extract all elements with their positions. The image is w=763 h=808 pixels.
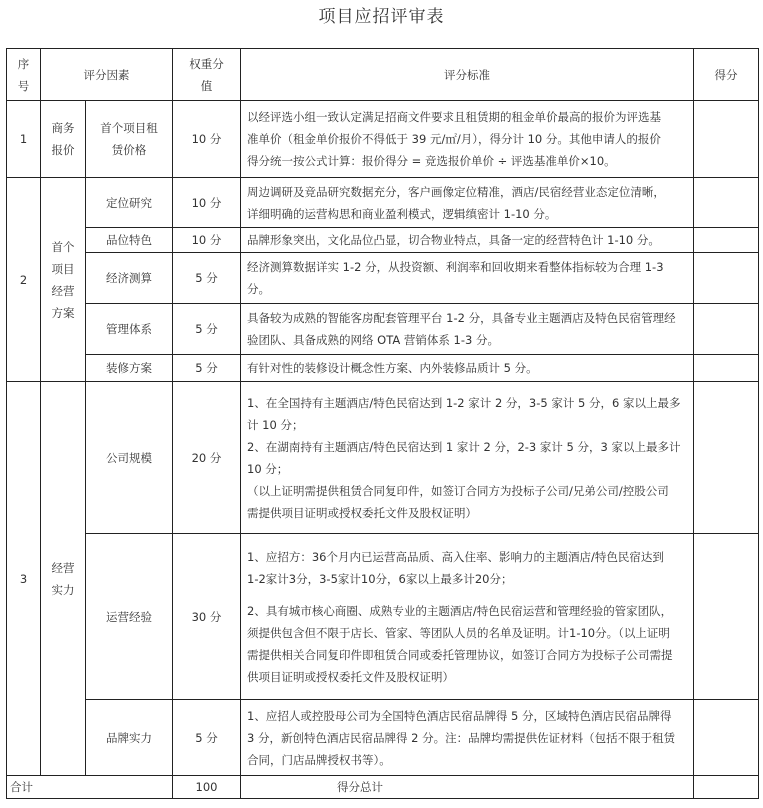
factor-cell: 首个项目租 赁价格 [86, 101, 173, 178]
score-total-label: 得分总计 [241, 776, 694, 799]
standard-cell: 1、在全国持有主题酒店/特色民宿达到 1-2 家计 2 分，3-5 家计 5 分，6 家以上最多 计 10 分； 2、在湖南持有主题酒店/特色民宿达到 1 家计 2 分，2-3 家计 5 分，3 家以上最多计 10 分； （以上证明需提供租赁合同复印件，如签订合同方为投标子公司/兄弟公司/控股公司 需提供项目证明或授权委托文件及股权证明） [241, 382, 694, 534]
table-row [7, 534, 759, 700]
factor-cell: 品牌实力 [86, 700, 173, 776]
weight-cell: 10 分 [173, 178, 241, 228]
paragraph-gap [247, 590, 687, 600]
factor-cell: 品位特色 [86, 228, 173, 253]
factor-cell: 经济测算 [86, 253, 173, 304]
category-cell: 经营 实力 [41, 382, 86, 776]
table-row [7, 700, 759, 776]
score-cell [694, 304, 759, 355]
table-row [7, 382, 759, 534]
score-cell [694, 101, 759, 178]
category-cell: 商务 报价 [41, 101, 86, 178]
weight-cell: 20 分 [173, 382, 241, 534]
row-number: 1 [7, 101, 41, 178]
header-factor: 评分因素 [41, 49, 173, 101]
standard-cell: 1、应招人或控股母公司为全国特色酒店民宿品牌得 5 分，区域特色酒店民宿品牌得 3 分，新创特色酒店民宿品牌得 2 分。注：品牌均需提供佐证材料（包括不限于租赁 合同，门店品牌授权书等）。 [241, 700, 694, 776]
header-score: 得分 [694, 49, 759, 101]
header-standard: 评分标准 [241, 49, 694, 101]
evaluation-table [6, 48, 759, 799]
factor-cell: 管理体系 [86, 304, 173, 355]
header-weight: 权重分 值 [173, 49, 241, 101]
weight-cell: 10 分 [173, 101, 241, 178]
score-total-cell [694, 776, 759, 799]
weight-cell: 5 分 [173, 304, 241, 355]
table-row [7, 253, 759, 304]
factor-cell: 公司规模 [86, 382, 173, 534]
category-cell: 首个 项目 经营 方案 [41, 178, 86, 382]
table-row [7, 355, 759, 382]
score-cell [694, 700, 759, 776]
standard-cell: 以经评选小组一致认定满足招商文件要求且租赁期的租金单价最高的报价为评选基 准单价（租金单价报价不得低于 39 元/㎡/月），得分计 10 分。其他申请人的报价 得分统一按公式计算：报价得分 = 竞选报价单价 ÷ 评选基准单价×10。 [241, 101, 694, 178]
standard-cell: 周边调研及竞品研究数据充分，客户画像定位精准，酒店/民宿经营业态定位清晰， 详细明确的运营构思和商业盈利模式，逻辑缜密计 1-10 分。 [241, 178, 694, 228]
weight-cell: 5 分 [173, 700, 241, 776]
weight-cell: 10 分 [173, 228, 241, 253]
standard-cell: 有针对性的装修设计概念性方案、内外装修品质计 5 分。 [241, 355, 694, 382]
table-row [7, 228, 759, 253]
weight-cell: 30 分 [173, 534, 241, 700]
standard-cell: 1、应招方：36个月内已运营高品质、高入住率、影响力的主题酒店/特色民宿达到 1-2家计3分，3-5家计10分，6家以上最多计20分； 2、具有城市核心商圈、成熟专业的主题酒店/特色民宿运营和管理经验的管家团队， 须提供包含但不限于店长、管家、等团队人员的名单及证明。计1-10分。（以上证明 需提供相关合同复印件即租赁合同或委托管理协议，如签订合同方为投标子公司需提 供项目证明或授权委托文件及股权证明） [241, 534, 694, 700]
row-number: 2 [7, 178, 41, 382]
score-cell [694, 253, 759, 304]
score-cell [694, 355, 759, 382]
table-row [7, 178, 759, 228]
factor-cell: 定位研究 [86, 178, 173, 228]
score-cell [694, 534, 759, 700]
header-no: 序 号 [7, 49, 41, 101]
score-cell [694, 178, 759, 228]
standard-cell: 品牌形象突出，文化品位凸显，切合物业特点，具备一定的经营特色计 1-10 分。 [241, 228, 694, 253]
total-label: 合计 [7, 776, 173, 799]
factor-cell: 运营经验 [86, 534, 173, 700]
table-row [7, 101, 759, 178]
table-row [7, 304, 759, 355]
factor-cell: 装修方案 [86, 355, 173, 382]
weight-cell: 5 分 [173, 355, 241, 382]
score-cell [694, 228, 759, 253]
total-value: 100 [173, 776, 241, 799]
standard-cell: 具备较为成熟的智能客房配套管理平台 1-2 分，具备专业主题酒店及特色民宿管理经 验团队、具备成熟的网络 OTA 营销体系 1-3 分。 [241, 304, 694, 355]
score-cell [694, 382, 759, 534]
weight-cell: 5 分 [173, 253, 241, 304]
standard-cell: 经济测算数据详实 1-2 分，从投资额、利润率和回收期来看整体指标较为合理 1-3 分。 [241, 253, 694, 304]
total-row [7, 776, 759, 799]
page-title: 项目应招评审表 [318, 7, 445, 27]
header-row [7, 49, 759, 101]
row-number: 3 [7, 382, 41, 776]
